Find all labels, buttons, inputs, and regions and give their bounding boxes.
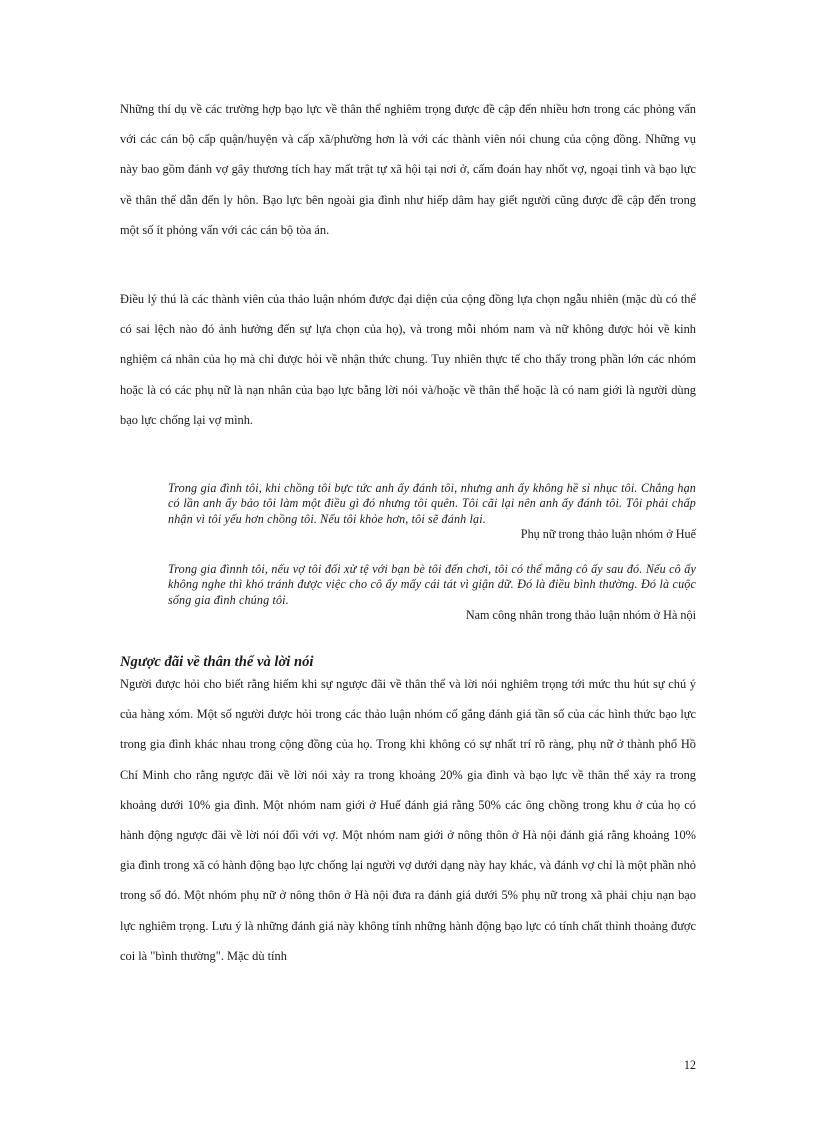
page-number: 12 [683, 1058, 696, 1072]
quote-hue-woman: Trong gia đình tôi, khi chồng tôi bực tức anh ấy đánh tôi, nhưng anh ấy không hề sỉ nhục tôi. Chẳng hạn có lần anh ấy bảo tôi làm một điều gì đó nhưng tôi quên. Tôi cãi lại nên anh ấy đánh tôi. Tôi phải chấp nhận vì tôi yếu hơn chồng tôi. Nếu tôi khỏe hơn, tôi sẽ đánh lại. [168, 481, 696, 526]
paragraph-serious-violence-examples: Những thí dụ về các trường hợp bạo lực về thân thể nghiêm trọng được đề cập đến nhiều hơn trong các phỏng vấn với các cán bộ cấp quận/huyện và cấp xã/phường hơn là với các thành viên nói chung của cộng đồng. Những vụ này bao gồm đánh vợ gây thương tích hay mất trật tự xã hội tại nơi ở, cấm đoán hay nhốt vợ, ngoại tình và bạo lực về thân thể dẫn đến ly hôn. Bạo lực bên ngoài gia đình như hiếp dâm hay giết người cũng được đề cập đến trong một số ít phỏng vấn với các cán bộ tòa án. [120, 102, 696, 237]
quote-hanoi-worker: Trong gia đìnnh tôi, nếu vợ tôi đối xử tệ với bạn bè tôi đến chơi, tôi có thể mắng cô ấy sau đó. Nếu cô ấy không nghe thì khó tránh được việc cho cô ấy mấy cái tát vì giận dữ. Đó là điều bình thường. Đó là cuộc sống gia đình chúng tôi. [168, 562, 696, 607]
paragraph-abuse-frequency: Người được hỏi cho biết rằng hiếm khi sự ngược đãi về thân thể và lời nói nghiêm trọng tới mức thu hút sự chú ý của hàng xóm. Một số người được hỏi trong các thảo luận nhóm cố gắng đánh giá tần số của các hình thức bạo lực trong gia đình khác nhau trong cộng đồng của họ. Trong khi không có sự nhất trí rõ ràng, phụ nữ ở thành phố Hồ Chí Minh cho rằng ngược đãi về lời nói xảy ra trong khoảng 20% gia đình và bạo lực về thân thể xảy ra trong khoảng dưới 10% gia đình. Một nhóm nam giới ở Huế đánh giá rằng 50% các ông chồng trong khu ở của họ có hành động ngược đãi về lời nói đối với vợ. Một nhóm nam giới ở nông thôn ở Hà nội đánh giá rằng khoảng 10% gia đình trong xã có hành động bạo lực chống lại người vợ dưới dạng này hay khác, và đánh vợ chỉ là một phần nhỏ trong số đó. Một nhóm phụ nữ ở nông thôn ở Hà nội đưa ra đánh giá dưới 5% phụ nữ trong xã phải chịu nạn bạo lực nghiêm trọng. Lưu ý là những đánh giá này không tính những hành động bạo lực có tính chất thỉnh thoảng được coi là "bình thường". Mặc dù tính [120, 677, 696, 963]
paragraph-focus-group-members: Điều lý thú là các thành viên của thảo luận nhóm được đại diện của cộng đồng lựa chọn ngẫu nhiên (mặc dù có thể có sai lệch nào đó ảnh hưởng đến sự lựa chọn của họ), và trong mỗi nhóm nam và nữ không được hỏi về kinh nghiệm cá nhân của họ mà chỉ được hỏi về nhận thức chung. Tuy nhiên thực tế cho thấy trong phần lớn các nhóm hoặc là có các phụ nữ là nạn nhân của bạo lực bằng lời nói và/hoặc về thân thể hoặc là có nam giới là người dùng bạo lực chống lại vợ mình. [120, 292, 696, 427]
section-heading: Ngược đãi về thân thể và lời nói [120, 654, 314, 670]
quote-attribution-hue-woman: Phụ nữ trong thảo luận nhóm ở Huế [520, 527, 696, 541]
quote-attribution-hanoi-worker: Nam công nhân trong thảo luận nhóm ở Hà nội [465, 608, 696, 622]
